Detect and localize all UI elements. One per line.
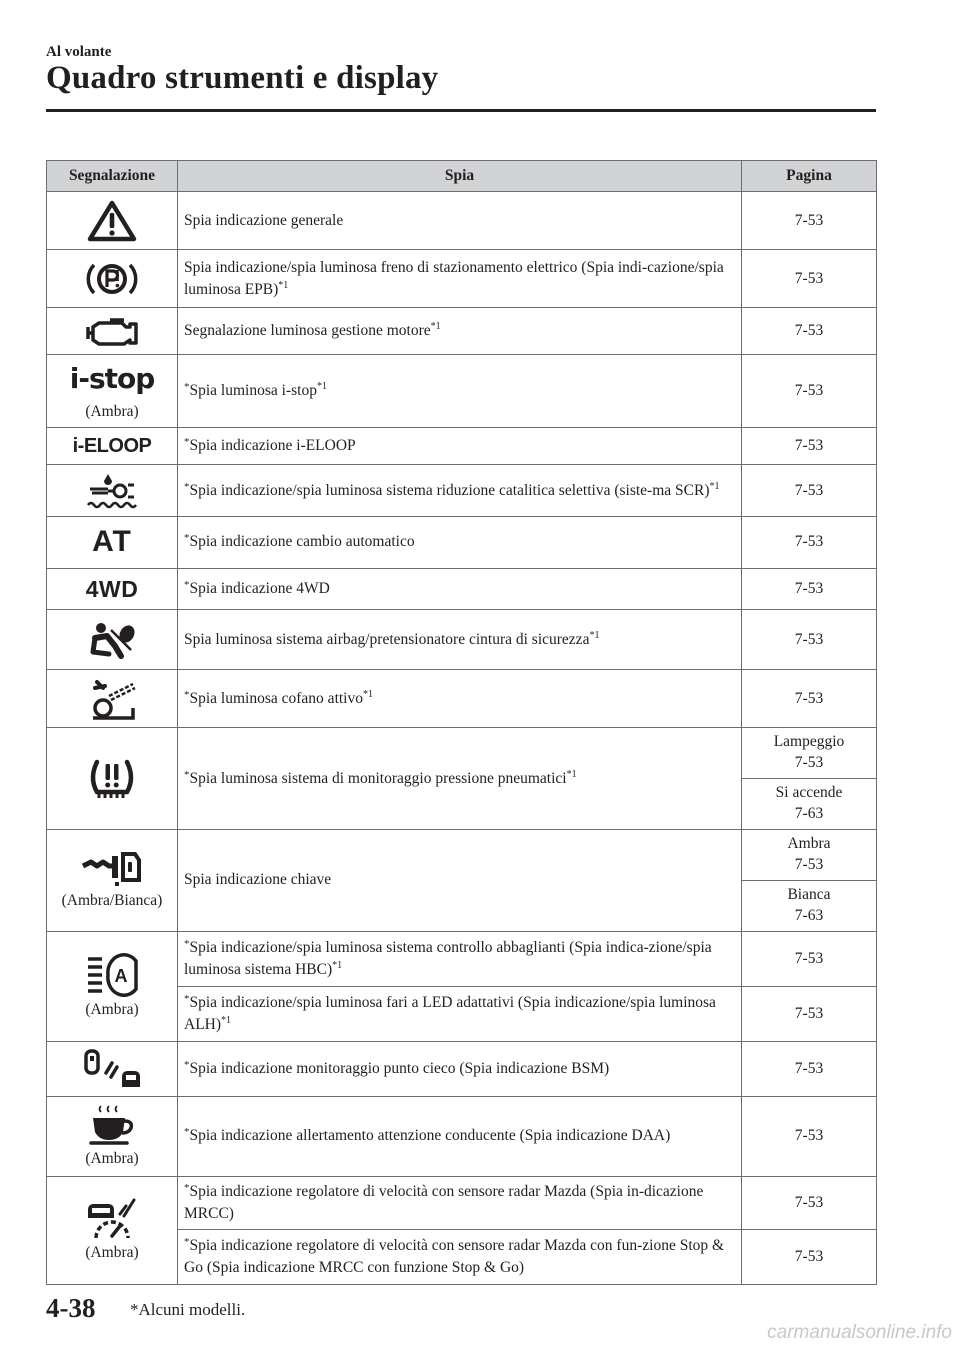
key-icon xyxy=(79,848,145,888)
table-row xyxy=(47,830,877,881)
description-cell xyxy=(178,986,742,1041)
page-cell xyxy=(742,728,877,779)
signal-cell xyxy=(47,427,178,464)
description-cell xyxy=(178,465,742,517)
signal-cell xyxy=(47,465,178,517)
page-number: 4-38 xyxy=(46,1293,96,1323)
section-label: Al volante xyxy=(46,44,112,60)
page-cell: 7-53 xyxy=(742,1041,877,1096)
note-reference: *1 xyxy=(316,380,327,392)
footnote: *Alcuni modelli. xyxy=(130,1300,246,1319)
signal-cell xyxy=(47,728,178,830)
i-stop-icon: i-stop xyxy=(69,362,155,395)
table-row xyxy=(47,308,877,355)
table-row xyxy=(47,465,877,517)
page-cell: 7-53 xyxy=(742,568,877,610)
at-icon: AT xyxy=(92,525,132,559)
airbag-icon xyxy=(87,620,137,660)
table-row xyxy=(47,610,877,670)
description-text: Spia luminosa sistema di monitoraggio pressione pneumatici xyxy=(189,769,567,787)
description-cell xyxy=(178,830,742,932)
table-row xyxy=(47,1041,877,1096)
page-cell xyxy=(742,830,877,881)
description-text: Spia indicazione 4WD xyxy=(189,580,330,598)
asterisk-mark: * xyxy=(184,1058,190,1071)
description-text: Spia luminosa cofano attivo xyxy=(189,689,363,707)
note-reference: *1 xyxy=(332,959,343,971)
page-cell: 7-53 xyxy=(742,1229,877,1284)
tire-pressure-icon xyxy=(85,756,139,802)
signal-cell xyxy=(47,192,178,250)
page-cell: 7-53 xyxy=(742,465,877,517)
icon-wrapper xyxy=(84,951,140,1021)
table-row xyxy=(47,728,877,779)
asterisk-mark: * xyxy=(184,1126,190,1139)
icon-wrapper xyxy=(70,359,155,423)
icon-wrapper xyxy=(85,1102,139,1170)
asterisk-mark: * xyxy=(184,579,190,592)
description-cell xyxy=(178,1041,742,1096)
page-cell: 7-53 xyxy=(742,308,877,355)
page-cell: 7-53 xyxy=(742,250,877,308)
description-cell xyxy=(178,728,742,830)
signal-cell xyxy=(47,931,178,1041)
asterisk-mark: * xyxy=(184,435,190,448)
page-cell: 7-53 xyxy=(742,610,877,670)
description-text: Spia indicazione/spia luminosa fari a LED adattativi (Spia indicazione/spia luminosa ALH) xyxy=(184,993,716,1033)
coffee-cup-icon xyxy=(85,1102,139,1146)
active-bonnet-icon xyxy=(85,678,139,720)
description-text: Spia indicazione regolatore di velocità con sensore radar Mazda con fun-zione Stop & Go (Spia indicazione MRCC con funzione Stop & Go) xyxy=(184,1236,725,1276)
parking-brake-icon xyxy=(84,257,140,301)
description-text: Spia luminosa i-stop xyxy=(189,381,317,399)
page-cell: 7-53 xyxy=(742,355,877,428)
signal-cell xyxy=(47,568,178,610)
mrcc-icon xyxy=(84,1196,140,1240)
signal-cell xyxy=(47,830,178,932)
description-text: Spia indicazione i-ELOOP xyxy=(189,436,356,454)
signal-cell xyxy=(47,308,178,355)
description-cell xyxy=(178,308,742,355)
signal-cell xyxy=(47,250,178,308)
note-reference: *1 xyxy=(566,768,577,780)
svg-text:A: A xyxy=(114,966,128,987)
title-rule xyxy=(46,109,876,112)
table-row xyxy=(47,670,877,728)
column-header-pagina: Pagina xyxy=(742,161,877,192)
asterisk-mark: * xyxy=(184,937,190,950)
signal-cell xyxy=(47,610,178,670)
icon-wrapper xyxy=(84,1196,140,1264)
page-cell: 7-53 xyxy=(742,427,877,464)
page-cell: 7-53 xyxy=(742,931,877,986)
page-condition-label: Ambra xyxy=(787,835,831,853)
description-text: Spia luminosa sistema airbag/pretensionatore cintura di sicurezza xyxy=(184,630,590,648)
description-cell xyxy=(178,1096,742,1176)
asterisk-mark: * xyxy=(184,532,190,545)
bsm-icon xyxy=(80,1047,144,1091)
table-row xyxy=(47,1176,877,1229)
table-row xyxy=(47,250,877,308)
page-title: Quadro strumenti e display xyxy=(46,60,439,96)
page-cell: 7-53 xyxy=(742,1176,877,1229)
4wd-icon: 4WD xyxy=(85,575,139,602)
table-row xyxy=(47,931,877,986)
page-cell xyxy=(742,779,877,830)
description-cell xyxy=(178,517,742,569)
i-eloop-icon: i-ELOOP xyxy=(72,434,152,457)
watermark: carmanualsonline.info xyxy=(767,1322,952,1343)
icon-wrapper xyxy=(62,848,163,912)
note-reference: *1 xyxy=(278,279,289,291)
asterisk-mark: * xyxy=(184,1235,190,1248)
page-condition-label: Lampeggio xyxy=(773,733,845,751)
description-text: Spia indicazione/spia luminosa sistema riduzione catalitica selettiva (siste-ma SCR) xyxy=(189,481,710,499)
asterisk-mark: * xyxy=(184,380,190,393)
icon-caption: (Ambra/Bianca) xyxy=(61,892,163,910)
page-value: 7-53 xyxy=(794,856,824,873)
description-cell xyxy=(178,1176,742,1229)
page-condition-label: Bianca xyxy=(787,885,831,903)
asterisk-mark: * xyxy=(184,768,190,781)
description-text: Spia indicazione/spia luminosa sistema controllo abbaglianti (Spia indica-zione/spia luminosa sistema HBC) xyxy=(184,938,712,978)
hbc-icon xyxy=(84,951,140,997)
icon-caption: (Ambra) xyxy=(85,1244,139,1262)
note-reference: *1 xyxy=(430,320,441,332)
table-row xyxy=(47,517,877,569)
warning-lights-table xyxy=(46,160,877,1285)
note-reference: *1 xyxy=(709,480,720,492)
page-cell: 7-53 xyxy=(742,1096,877,1176)
asterisk-mark: * xyxy=(184,992,190,1005)
description-text: Spia indicazione monitoraggio punto cieco (Spia indicazione BSM) xyxy=(189,1059,610,1077)
icon-caption: (Ambra) xyxy=(85,1150,139,1168)
description-cell xyxy=(178,355,742,428)
column-header-segnalazione: Segnalazione xyxy=(47,161,178,192)
icon-caption: (Ambra) xyxy=(85,402,139,420)
table-row xyxy=(47,427,877,464)
table-row xyxy=(47,192,877,250)
column-header-spia: Spia xyxy=(178,161,742,192)
signal-cell xyxy=(47,670,178,728)
asterisk-mark: * xyxy=(184,480,190,493)
page-value: 7-63 xyxy=(794,805,824,823)
note-reference: *1 xyxy=(589,629,600,641)
signal-cell xyxy=(47,355,178,428)
signal-cell xyxy=(47,1096,178,1176)
engine-icon xyxy=(82,315,142,347)
signal-cell xyxy=(47,1041,178,1096)
description-cell xyxy=(178,670,742,728)
description-cell xyxy=(178,931,742,986)
description-cell xyxy=(178,568,742,610)
page-cell xyxy=(742,880,877,931)
table-header-row xyxy=(47,161,877,192)
asterisk-mark: * xyxy=(184,688,190,701)
description-cell xyxy=(178,1229,742,1284)
description-text: Spia indicazione cambio automatico xyxy=(189,533,415,551)
page-cell: 7-53 xyxy=(742,517,877,569)
description-cell: Spia indicazione generale xyxy=(178,192,742,250)
note-reference: *1 xyxy=(362,688,373,700)
description-text: Spia indicazione regolatore di velocità con sensore radar Mazda (Spia in-dicazione MRCC) xyxy=(184,1182,704,1222)
page-condition-label: Si accende xyxy=(775,784,843,802)
description-cell xyxy=(178,427,742,464)
asterisk-mark: * xyxy=(184,1181,190,1194)
description-text: Spia indicazione/spia luminosa freno di stazionamento elettrico (Spia indi-cazione/spia luminosa EPB) xyxy=(184,258,724,298)
page-value: 7-63 xyxy=(794,906,824,924)
page-value: 7-53 xyxy=(794,754,824,772)
note-reference: *1 xyxy=(221,1014,232,1026)
description-cell xyxy=(178,610,742,670)
description-cell xyxy=(178,250,742,308)
icon-caption: (Ambra) xyxy=(85,1001,139,1019)
scr-system-icon xyxy=(84,471,140,511)
description-text: Spia indicazione allertamento attenzione conducente (Spia indicazione DAA) xyxy=(189,1127,671,1145)
table-row xyxy=(47,568,877,610)
page-cell: 7-53 xyxy=(742,670,877,728)
table-row xyxy=(47,1096,877,1176)
signal-cell xyxy=(47,517,178,569)
page-cell: 7-53 xyxy=(742,986,877,1041)
signal-cell xyxy=(47,1176,178,1284)
warning-triangle-icon xyxy=(87,200,137,242)
page-cell: 7-53 xyxy=(742,192,877,250)
description-text: Segnalazione luminosa gestione motore xyxy=(184,322,431,339)
table-row xyxy=(47,355,877,428)
description-text: Spia indicazione chiave xyxy=(184,871,332,889)
